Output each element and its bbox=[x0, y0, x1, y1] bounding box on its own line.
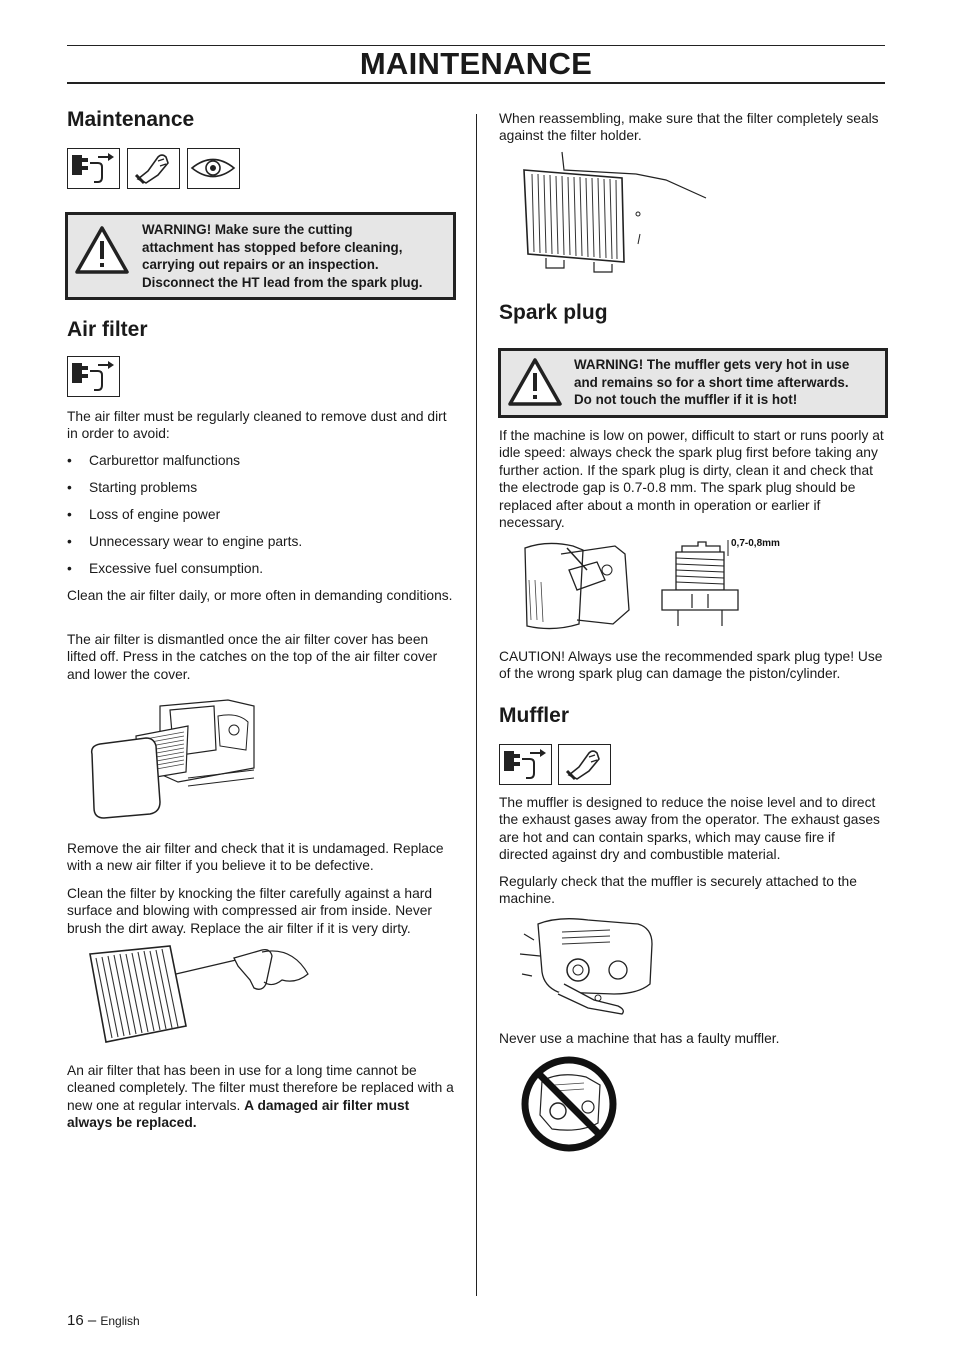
low-power-paragraph: If the machine is low on power, difficult to start or runs poorly at idle speed: always check the spark plug first before taking any further action. If the spark plug is dirty, clean it and check that the electrode gap is 0.7-0.8 mm. The spark plug should be replaced after about a month in operation or earlier if necessary. bbox=[499, 428, 884, 531]
page-number: 16 bbox=[67, 1312, 84, 1329]
clean-daily-paragraph: Clean the air filter daily, or more often in demanding conditions. bbox=[67, 588, 453, 603]
disconnect-spark-plug-icon bbox=[499, 744, 552, 785]
muffler-heading: Muffler bbox=[499, 704, 569, 727]
list-item: • Starting problems bbox=[67, 479, 457, 496]
air-filter-heading: Air filter bbox=[67, 318, 148, 341]
filter-holder-illustration bbox=[516, 150, 708, 276]
warning-line: Do not touch the muffler if it is hot! bbox=[574, 392, 798, 407]
list-item: • Unnecessary wear to engine parts. bbox=[67, 533, 457, 550]
eye-inspection-icon bbox=[187, 148, 240, 189]
footer-dash: – bbox=[87, 1312, 97, 1329]
page-header bbox=[67, 45, 885, 84]
disconnect-spark-plug-icon bbox=[67, 356, 120, 397]
protective-glove-icon bbox=[558, 744, 611, 785]
spark-plug-heading: Spark plug bbox=[499, 301, 608, 324]
air-filter-removal-illustration bbox=[88, 694, 256, 820]
column-divider bbox=[476, 114, 477, 1296]
air-filter-problems-list bbox=[67, 452, 457, 587]
page-title: MAINTENANCE bbox=[359, 46, 593, 81]
long-use-paragraph bbox=[67, 1062, 457, 1132]
prohibited-faulty-muffler-icon bbox=[520, 1055, 618, 1153]
never-faulty-paragraph: Never use a machine that has a faulty muffler. bbox=[499, 1031, 780, 1046]
knock-filter-paragraph: Clean the filter by knocking the filter carefully against a hard surface and blowing with compressed air from inside. Never brush the dirt away. Replace the air filter if it is very dirty. bbox=[67, 886, 433, 936]
reassemble-paragraph: When reassembling, make sure that the filter completely seals against the filter holder. bbox=[499, 111, 879, 144]
list-item: • Excessive fuel consumption. bbox=[67, 560, 457, 577]
footer-language: English bbox=[100, 1314, 140, 1328]
list-item: • Carburettor malfunctions bbox=[67, 452, 457, 469]
disconnect-spark-plug-icon bbox=[67, 148, 120, 189]
electrode-gap-label: 0,7-0,8mm bbox=[731, 538, 780, 549]
warning-line: Disconnect the HT lead from the spark plug. bbox=[142, 274, 423, 290]
check-muffler-paragraph: Regularly check that the muffler is securely attached to the machine. bbox=[499, 874, 857, 907]
warning-box-cutting bbox=[65, 212, 456, 300]
maintenance-heading: Maintenance bbox=[67, 108, 195, 131]
warning-triangle-icon bbox=[507, 357, 563, 407]
page-footer bbox=[67, 1312, 140, 1329]
damaged-filter-emphasis: A damaged air filter must always be replaced. bbox=[67, 1097, 410, 1131]
protective-glove-icon bbox=[127, 148, 180, 189]
warning-line: WARNING! The muffler gets very hot in use bbox=[574, 357, 850, 372]
muffler-attachment-illustration bbox=[518, 914, 658, 1018]
spark-plug-gap-illustration bbox=[652, 532, 802, 630]
warning-line: WARNING! Make sure the cutting bbox=[142, 222, 353, 237]
air-filter-intro: The air filter must be regularly cleaned to remove dust and dirt in order to avoid: bbox=[67, 409, 447, 442]
remove-filter-paragraph: Remove the air filter and check that it is undamaged. Replace with a new air filter if you believe it to be defective. bbox=[67, 841, 444, 874]
engine-spark-plug-illustration bbox=[517, 540, 633, 632]
dismantle-paragraph: The air filter is dismantled once the air filter cover has been lifted off. Press in the catches on the top of the air filter cover and lower the cover. bbox=[67, 632, 438, 682]
warning-box-muffler bbox=[498, 348, 888, 418]
warning-line: carrying out repairs or an inspection. bbox=[142, 257, 379, 272]
warning-triangle-icon bbox=[74, 225, 130, 275]
warning-line: and remains so for a short time afterwards. bbox=[574, 374, 849, 390]
muffler-design-paragraph: The muffler is designed to reduce the noise level and to direct the exhaust gases away from the operator. The exhaust gases are hot and can contain sparks, which may cause fire if directed against dry and combustible material. bbox=[499, 795, 880, 863]
list-item: • Loss of engine power bbox=[67, 506, 457, 523]
caution-paragraph: CAUTION! Always use the recommended spark plug type! Use of the wrong spark plug can damage the piston/cylinder. bbox=[499, 649, 883, 682]
compressed-air-cleaning-illustration bbox=[86, 944, 314, 1046]
long-use-text: An air filter that has been in use for a long time cannot be cleaned completely. The filter must therefore be replaced with a new one at regular intervals. bbox=[67, 1063, 454, 1113]
warning-line: attachment has stopped before cleaning, bbox=[142, 239, 403, 255]
